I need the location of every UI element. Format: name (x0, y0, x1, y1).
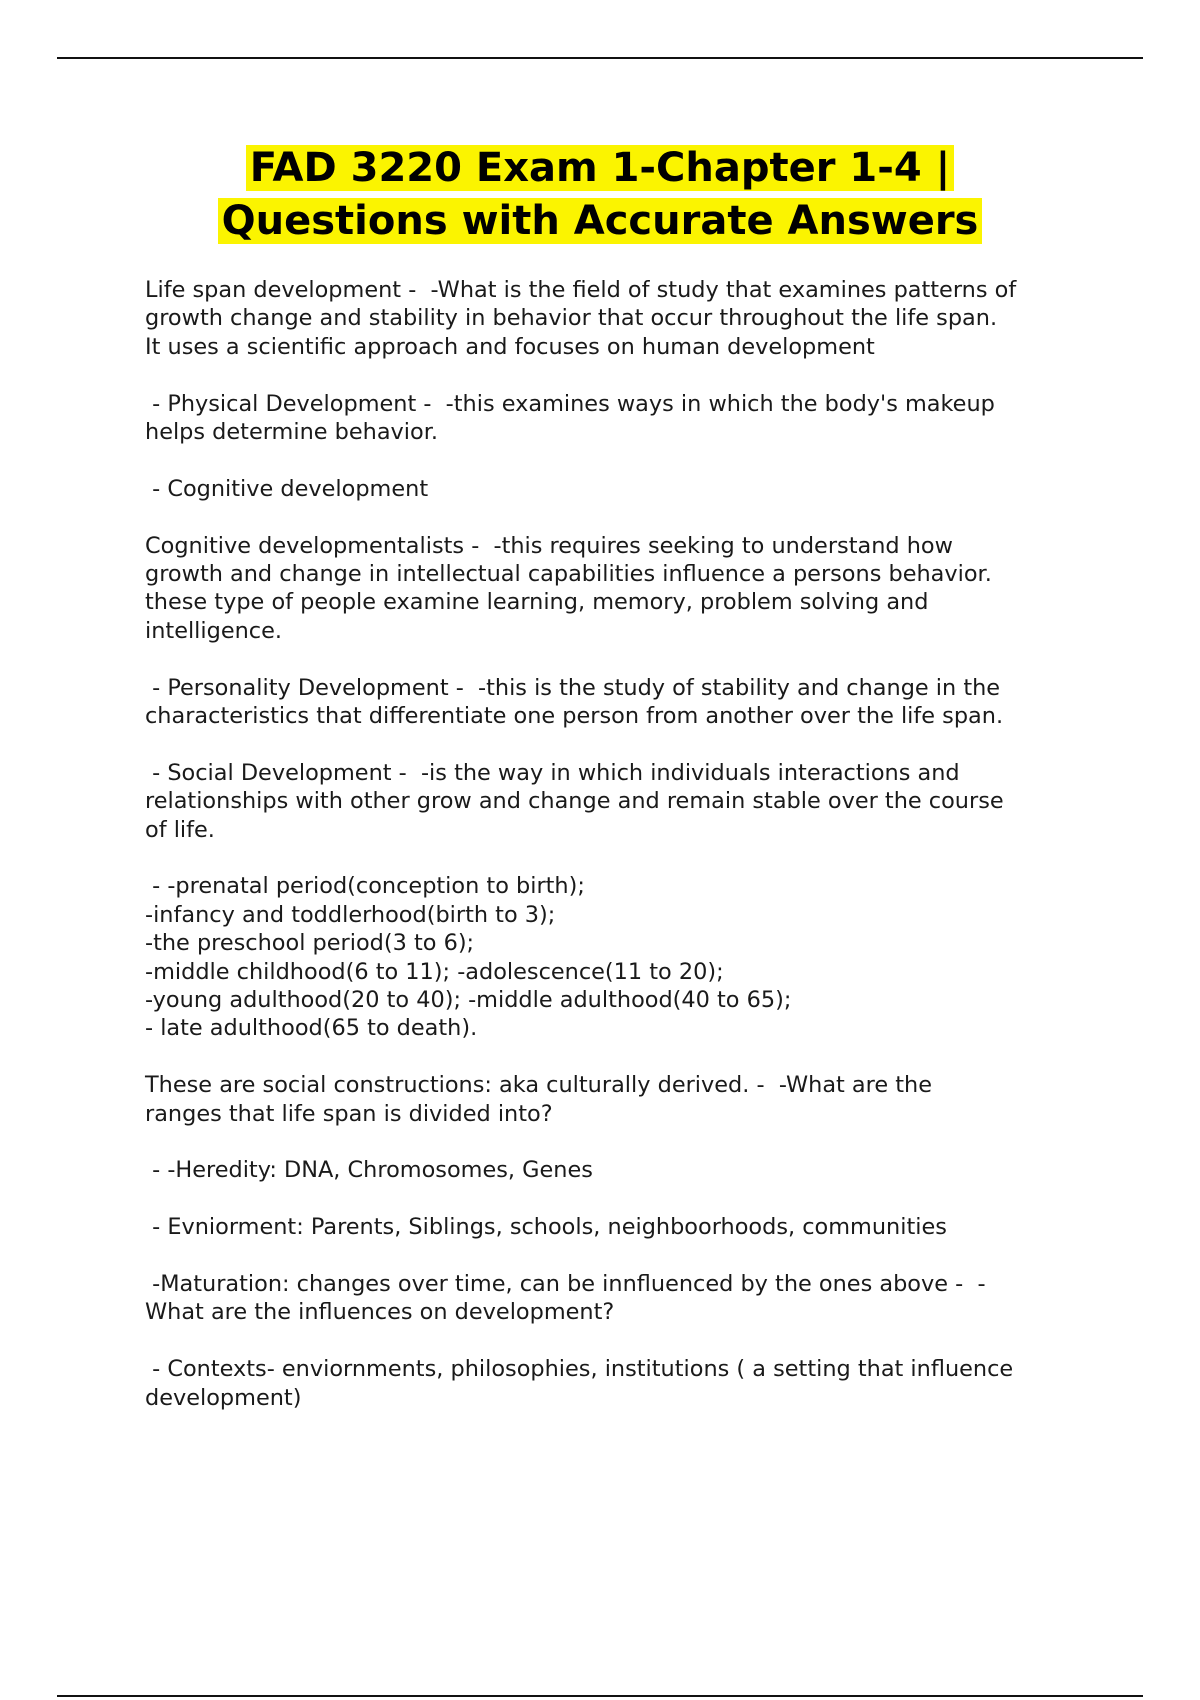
text-line: - Evniorment: Parents, Siblings, schools, neighboorhoods, communities (145, 1214, 947, 1241)
text-line: helps determine behavior. (145, 419, 438, 446)
qa-paragraph (145, 276, 1105, 361)
qa-paragraph (145, 1071, 1105, 1128)
qa-paragraph (145, 1213, 1105, 1241)
text-line: growth and change in intellectual capabilities influence a persons behavior. (145, 561, 992, 588)
qa-paragraph (145, 674, 1105, 731)
document-title (120, 142, 1080, 248)
text-line: - -Heredity: DNA, Chromosomes, Genes (145, 1157, 593, 1184)
text-line: growth change and stability in behavior that occur throughout the life span. (145, 305, 998, 332)
text-line: -Maturation: changes over time, can be innfluenced by the ones above - - (145, 1271, 986, 1298)
text-line: intelligence. (145, 617, 283, 644)
text-line: these type of people examine learning, memory, problem solving and (145, 589, 929, 616)
qa-paragraph (145, 872, 1105, 1042)
text-line: ranges that life span is divided into? (145, 1100, 553, 1127)
text-line: - Social Development - -is the way in which individuals interactions and (145, 759, 960, 786)
qa-paragraph (145, 475, 1105, 503)
text-line: relationships with other grow and change and remain stable over the course (145, 788, 1004, 815)
top-rule (57, 57, 1143, 59)
text-line: Cognitive developmentalists - -this requires seeking to understand how (145, 532, 953, 559)
text-line: These are social constructions: aka culturally derived. - -What are the (145, 1072, 933, 1099)
qa-paragraph (145, 390, 1105, 447)
qa-paragraph (145, 1156, 1105, 1184)
qa-paragraph (145, 1270, 1105, 1327)
text-line: -young adulthood(20 to 40); -middle adulthood(40 to 65); (145, 987, 792, 1014)
text-line: - Physical Development - -this examines ways in which the body's makeup (145, 390, 995, 417)
text-line: -middle childhood(6 to 11); -adolescence(11 to 20); (145, 958, 724, 985)
text-line: -infancy and toddlerhood(birth to 3); (145, 901, 556, 928)
document-body (145, 276, 1105, 1440)
text-line: development) (145, 1384, 302, 1411)
bottom-rule (57, 1695, 1143, 1697)
text-line: It uses a scientific approach and focuses on human development (145, 333, 875, 360)
text-line: - Personality Development - -this is the study of stability and change in the (145, 674, 1001, 701)
title-line-2: Questions with Accurate Answers (218, 198, 983, 244)
text-line: Life span development - -What is the field of study that examines patterns of (145, 277, 1017, 303)
qa-paragraph (145, 759, 1105, 844)
text-line: - -prenatal period(conception to birth); (145, 873, 585, 900)
title-line-1: FAD 3220 Exam 1-Chapter 1-4 | (246, 145, 954, 191)
text-line: -the preschool period(3 to 6); (145, 930, 475, 957)
qa-paragraph (145, 532, 1105, 646)
text-line: - Cognitive development (145, 475, 429, 502)
text-line: What are the influences on development? (145, 1299, 615, 1326)
text-line: of life. (145, 816, 215, 843)
text-line: - Contexts- enviornments, philosophies, institutions ( a setting that influence (145, 1356, 1014, 1383)
text-line: - late adulthood(65 to death). (145, 1015, 478, 1042)
qa-paragraph (145, 1355, 1105, 1412)
text-line: characteristics that differentiate one person from another over the life span. (145, 703, 1004, 730)
